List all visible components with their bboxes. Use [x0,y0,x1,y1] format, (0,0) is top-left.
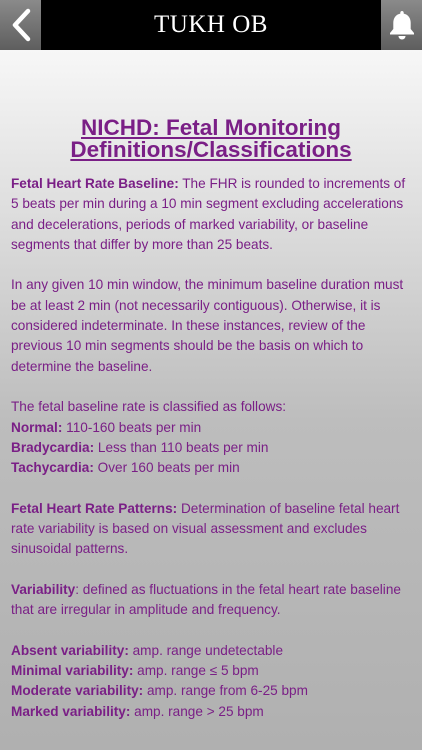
moderate-text: amp. range from 6-25 bpm [143,683,308,699]
variability-text: : defined as fluctuations in the fetal heart rate baseline that are irregular in amplitude and frequency. [11,581,401,618]
bradycardia-row [11,438,411,458]
back-button[interactable] [0,0,41,50]
bell-icon [387,9,417,41]
page-heading [11,117,411,161]
absent-row [11,641,411,661]
moderate-label: Moderate variability: [11,683,144,699]
patterns-label: Fetal Heart Rate Patterns: [11,500,178,516]
variability-list [11,641,411,722]
patterns-text: Determination of baseline fetal heart rate variability is based on visual assessment and excludes sinusoidal patterns. [11,500,400,557]
marked-text: amp. range > 25 bpm [130,703,264,719]
baseline-text: The FHR is rounded to increments of 5 beats per min during a 10 min segment excluding accelerations and decelerations, periods of marked variability, or baseline segments that differ by more than 25 beats. [11,176,406,252]
absent-label: Absent variability: [11,642,129,658]
absent-text: amp. range undetectable [128,642,284,658]
normal-label: Normal: [11,419,63,435]
baseline-paragraph [11,174,411,255]
classification-intro: The fetal baseline rate is classified as follows: [11,399,287,415]
normal-row [11,418,411,438]
minimal-text: amp. range ≤ 5 bpm [133,663,259,679]
classification-block [11,397,411,478]
bradycardia-label: Bradycardia: [11,439,95,455]
heading-line-1: NICHD: Fetal Monitoring [81,115,341,140]
app-title: TUKH OB [154,11,268,38]
chevron-left-icon [10,8,32,42]
window-paragraph: In any given 10 min window, the minimum baseline duration must be at least 2 min (not necessarily contiguous). Otherwise, it is considered indeterminate. In these instances, review of the previous 10 min segments should be the basis on which to determine the baseline. [11,277,404,374]
variability-label: Variability [11,581,76,597]
tachycardia-row [11,458,411,478]
moderate-row [11,681,411,701]
notifications-button[interactable] [381,0,422,50]
top-bar [0,0,422,50]
normal-text: 110-160 beats per min [62,419,202,435]
bradycardia-text: Less than 110 beats per min [94,439,269,455]
heading-line-2: Definitions/Classifications [70,137,352,162]
tachycardia-label: Tachycardia: [11,460,94,476]
minimal-row [11,661,411,681]
content-area [0,50,422,750]
tachycardia-text: Over 160 beats per min [93,460,240,476]
baseline-label: Fetal Heart Rate Baseline: [11,176,179,191]
marked-label: Marked variability: [11,703,131,719]
marked-row [11,702,411,722]
minimal-label: Minimal variability: [11,663,134,679]
variability-paragraph [11,580,411,621]
patterns-paragraph [11,499,411,560]
